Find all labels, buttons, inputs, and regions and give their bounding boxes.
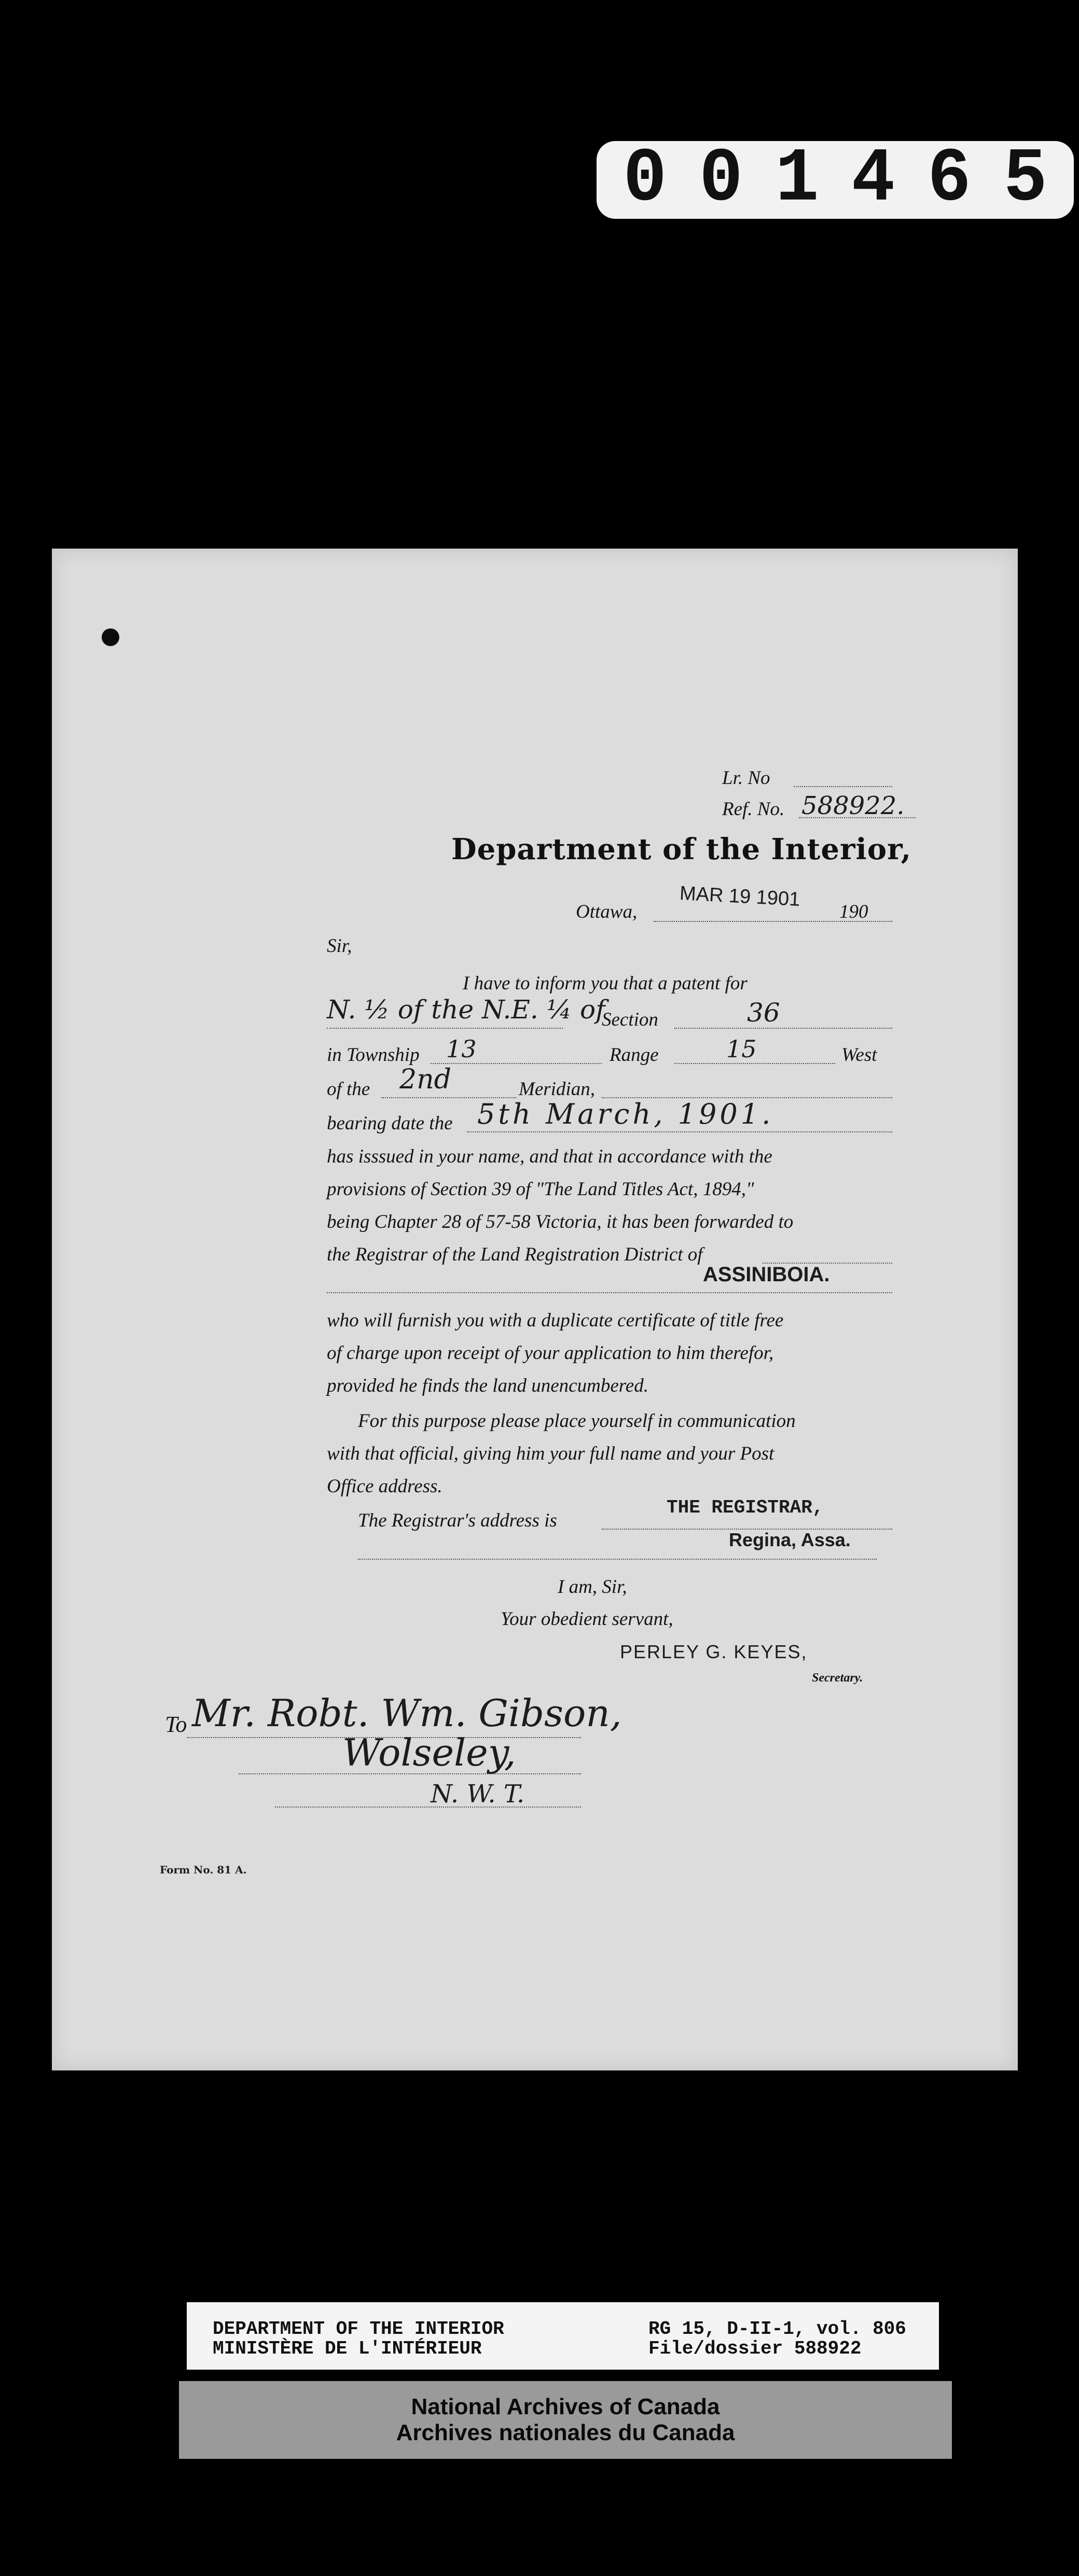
frame-digit: 0 xyxy=(699,136,743,223)
frame-digit: 5 xyxy=(1003,136,1047,223)
range-rule xyxy=(674,1063,835,1064)
district-rule-2 xyxy=(327,1292,892,1293)
land-description: N. ½ of the N.E. ¼ of xyxy=(327,995,605,1025)
registrar-rule-2 xyxy=(358,1559,877,1560)
frame-digit: 1 xyxy=(775,136,819,223)
signatory-name: PERLEY G. KEYES, xyxy=(620,1641,808,1662)
para1-line5: has isssued in your name, and that in accordance with the xyxy=(327,1146,772,1167)
range-value: 15 xyxy=(726,1035,757,1063)
west-label: West xyxy=(841,1044,877,1066)
addressee-line2: Wolseley, xyxy=(342,1731,516,1774)
land-rule xyxy=(327,1028,563,1029)
district-stamp: ASSINIBOIA. xyxy=(703,1263,830,1286)
para1-line1: I have to inform you that a patent for xyxy=(463,973,748,994)
para1-line8: the Registrar of the Land Registration District of xyxy=(327,1244,703,1265)
para1-line7: being Chapter 28 of 57-58 Victoria, it has been forwarded to xyxy=(327,1211,794,1233)
punch-hole xyxy=(102,628,119,646)
year-suffix: 190 xyxy=(839,901,868,922)
township-label: in Township xyxy=(327,1044,420,1066)
para2-line2: of charge upon receipt of your application to him therefor, xyxy=(327,1342,774,1364)
lr-no-label: Lr. No xyxy=(722,767,770,789)
salutation: Sir, xyxy=(327,935,352,957)
dept-name-en: DEPARTMENT OF THE INTERIOR xyxy=(213,2318,504,2340)
para3-line2: with that official, giving him your full name and your Post xyxy=(327,1443,774,1464)
frame-digit: 6 xyxy=(927,136,971,223)
archive-ref-line1: RG 15, D-II-1, vol. 806 xyxy=(648,2318,906,2340)
to-label: To xyxy=(165,1712,187,1737)
range-label: Range xyxy=(610,1044,659,1066)
dept-name-fr: MINISTÈRE DE L'INTÉRIEUR xyxy=(213,2338,482,2359)
form-number: Form No. 81 A. xyxy=(160,1864,247,1876)
para3-line1: For this purpose please place yourself in communication xyxy=(358,1410,796,1432)
addressee-line1: Mr. Robt. Wm. Gibson, xyxy=(192,1691,622,1735)
date-stamp: MAR 19 1901 xyxy=(679,882,801,911)
bearing-rule xyxy=(467,1131,892,1132)
addressee-line3: N. W. T. xyxy=(431,1780,525,1809)
frame-digit: 0 xyxy=(623,136,667,223)
meridian-label: Meridian, xyxy=(519,1079,595,1100)
closing-line2: Your obedient servant, xyxy=(501,1608,673,1630)
registrar-stamp-line1: THE REGISTRAR, xyxy=(667,1497,824,1518)
archive-reference-label xyxy=(187,2302,939,2370)
para2-line3: provided he finds the land unencumbered. xyxy=(327,1375,648,1396)
department-heading: Department of the Interior, xyxy=(451,832,912,866)
bearing-value: 5th March, 1901. xyxy=(477,1098,774,1130)
registrar-label: The Registrar's address is xyxy=(358,1510,557,1531)
archive-banner-fr: Archives nationales du Canada xyxy=(396,2420,735,2445)
archive-ref-line2: File/dossier 588922 xyxy=(648,2338,862,2359)
para1-line6: provisions of Section 39 of "The Land Titles Act, 1894," xyxy=(327,1179,754,1200)
frame-number xyxy=(597,136,1074,223)
ref-no-label: Ref. No. xyxy=(722,799,785,820)
section-value: 36 xyxy=(747,998,780,1028)
registrar-stamp-line2: Regina, Assa. xyxy=(729,1529,851,1550)
para2-line1: who will furnish you with a duplicate certificate of title free xyxy=(327,1310,784,1331)
section-label: Section xyxy=(602,1009,658,1030)
meridian-prefix: of the xyxy=(327,1079,370,1100)
archive-banner-en: National Archives of Canada xyxy=(411,2394,720,2419)
township-rule xyxy=(431,1063,602,1064)
township-value: 13 xyxy=(446,1035,477,1063)
lr-no-rule xyxy=(794,786,892,787)
addressee-rule-3 xyxy=(275,1807,581,1808)
place-label: Ottawa, xyxy=(576,901,638,922)
meridian-value: 2nd xyxy=(399,1064,451,1095)
section-rule xyxy=(674,1028,892,1029)
para3-line3: Office address. xyxy=(327,1476,442,1497)
frame-digit: 4 xyxy=(851,136,895,223)
bearing-label: bearing date the xyxy=(327,1113,453,1134)
closing-line1: I am, Sir, xyxy=(558,1576,627,1598)
ref-no-value: 588922. xyxy=(801,791,905,820)
signatory-title: Secretary. xyxy=(812,1671,863,1685)
archive-banner xyxy=(179,2381,952,2459)
